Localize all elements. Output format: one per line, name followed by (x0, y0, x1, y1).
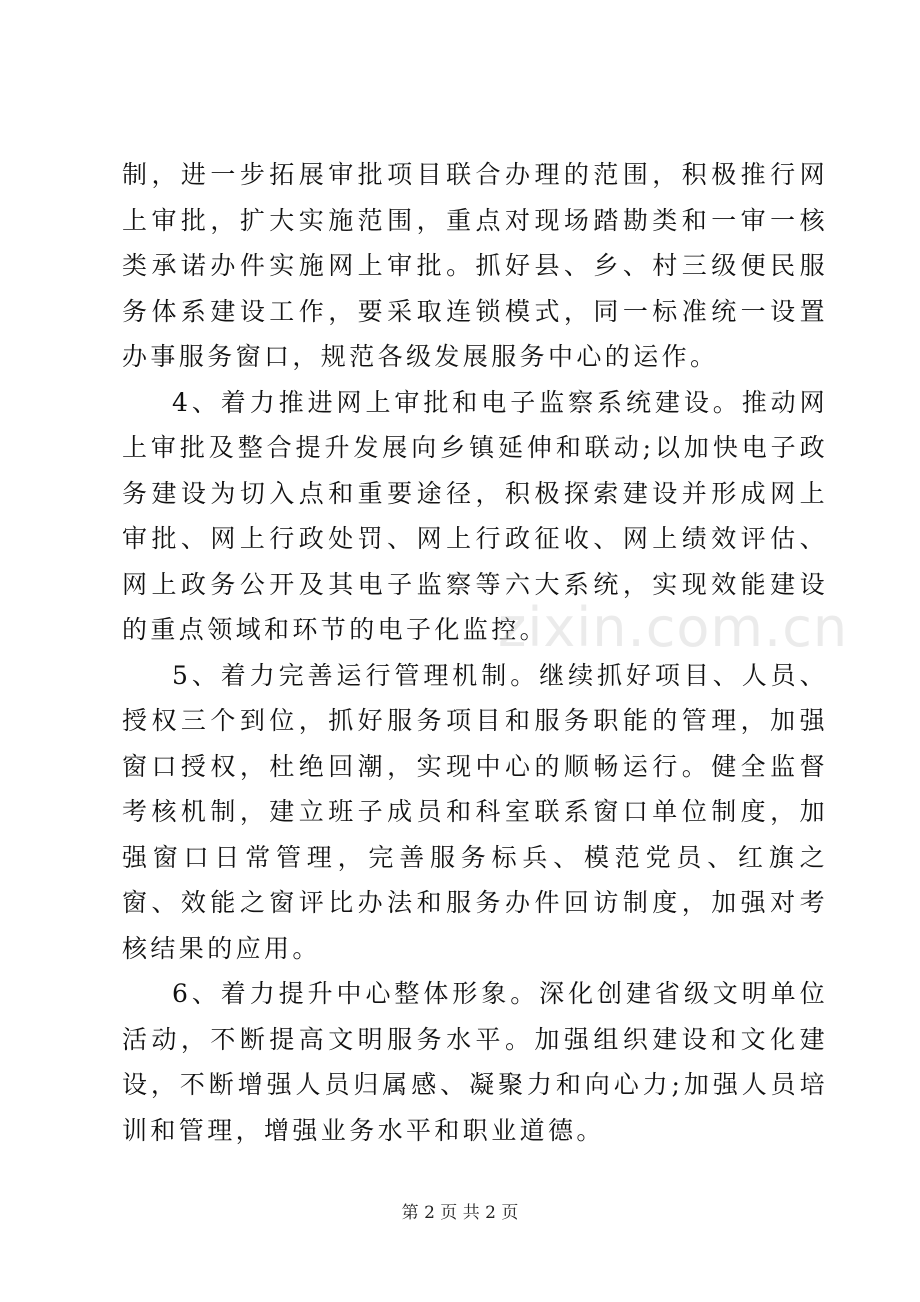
page-number-footer (0, 1198, 920, 1223)
paragraph-item-6: 6、着力提升中心整体形象。深化创建省级文明单位活动，不断提高文明服务水平。加强组织建设和文化建设，不断增强人员归属感、凝聚力和向心力;加强人员培训和管理，增强业务水平和职业道德。 (122, 979, 828, 1145)
watermark-text: zixin.com.cn (498, 596, 849, 659)
paragraph-item-5: 5、着力完善运行管理机制。继续抓好项目、人员、授权三个到位，抓好服务项目和服务职能的管理，加强窗口授权，杜绝回潮，实现中心的顺畅运行。健全监督考核机制，建立班子成员和科室联系窗口单位制度，加强窗口日常管理，完善服务标兵、模范党员、红旗之窗、效能之窗评比办法和服务办件回访制度，加强对考核结果的应用。 (122, 660, 828, 963)
paragraph-item-4: 4、着力推进网上审批和电子监察系统建设。推动网上审批及整合提升发展向乡镇延伸和联动;以加快电子政务建设为切入点和重要途径，积极探索建设并形成网上审批、网上行政处罚、网上行政征收、网上绩效评估、网上政务公开及其电子监察等六大系统，实现效能建设的重点领域和环节的电子化监控。 (122, 387, 828, 644)
document-body (122, 152, 828, 1153)
page-number-label: 第 2 页 共 2 页 (401, 1203, 519, 1223)
paragraph-continuation: 制，进一步拓展审批项目联合办理的范围，积极推行网上审批，扩大实施范围，重点对现场踏勘类和一审一核类承诺办件实施网上审批。抓好县、乡、村三级便民服务体系建设工作，要采取连锁模式，同一标准统一设置办事服务窗口，规范各级发展服务中心的运作。 (122, 160, 828, 371)
